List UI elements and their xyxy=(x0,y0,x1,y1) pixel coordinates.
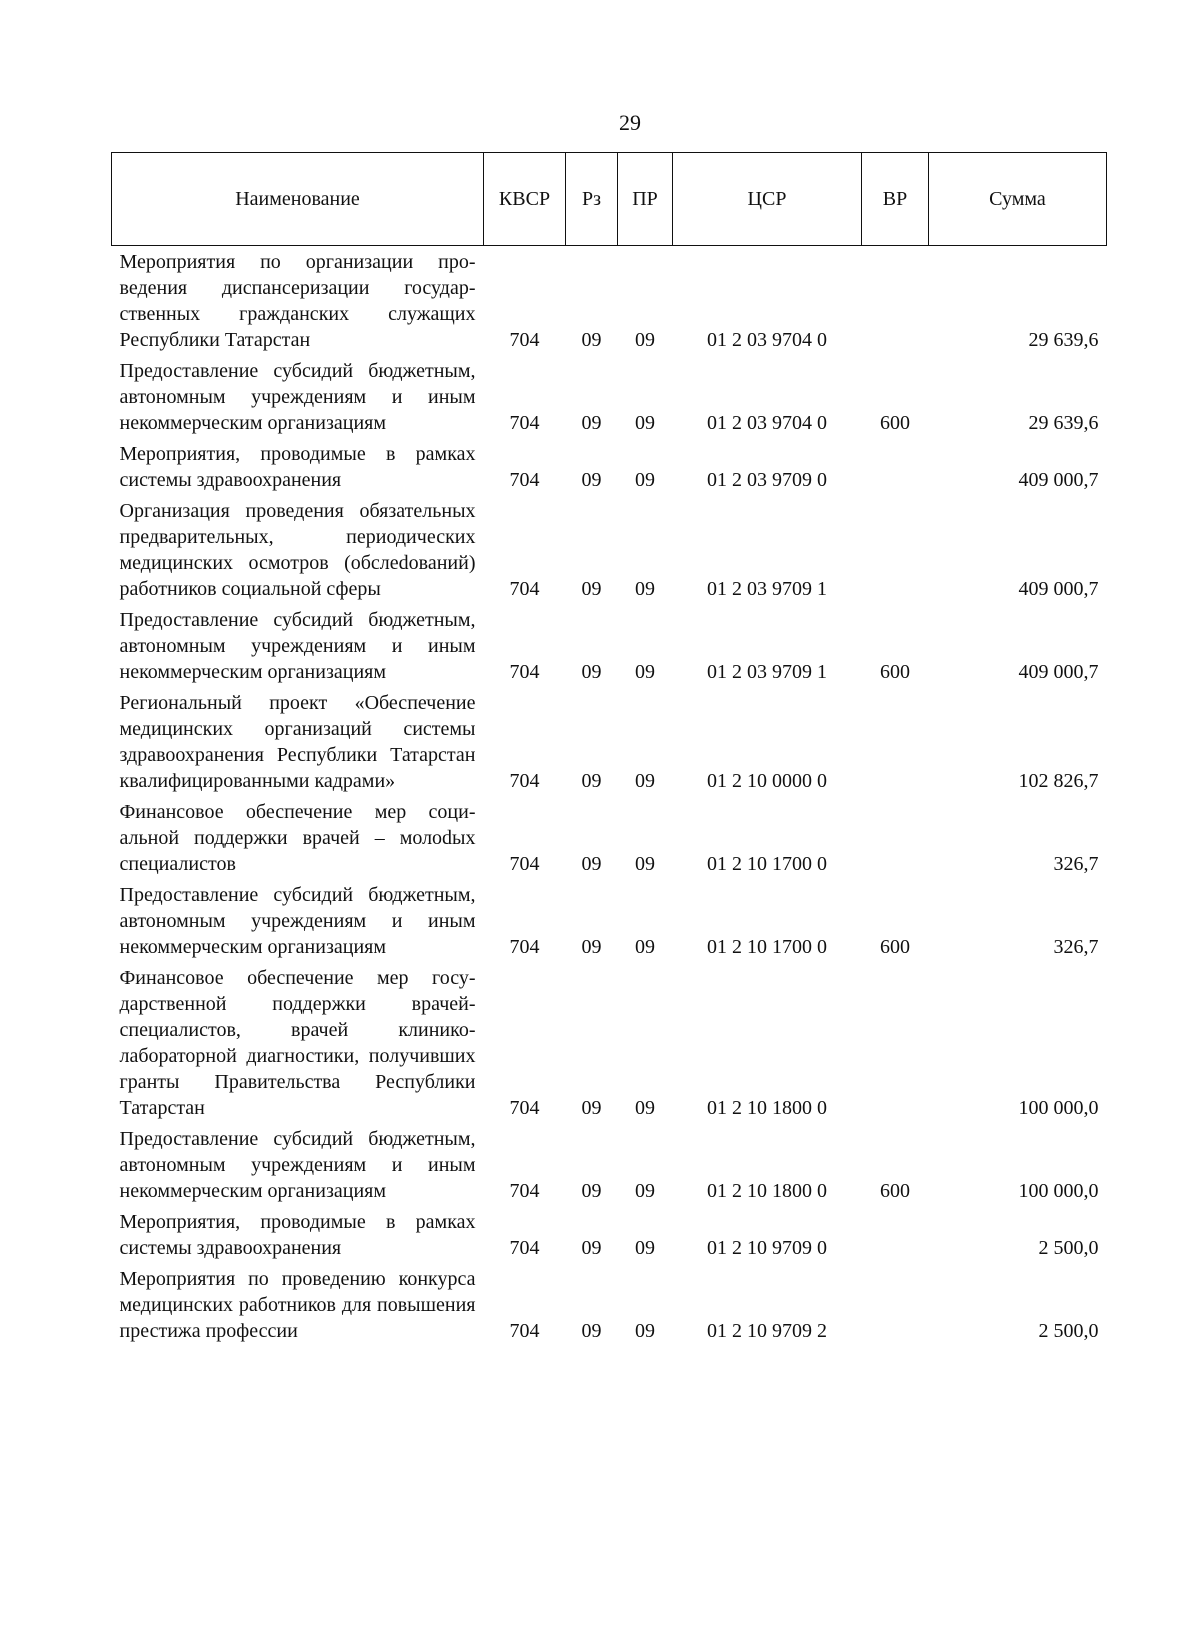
header-name: Наименование xyxy=(112,153,484,246)
table-row xyxy=(112,246,1107,356)
table-row xyxy=(112,1123,1107,1206)
row-csr: 01 2 10 0000 0 xyxy=(707,770,827,792)
row-sum: 29 639,6 xyxy=(1028,412,1099,434)
row-vr xyxy=(862,1206,929,1263)
row-pr: 09 xyxy=(635,1097,655,1119)
table-row xyxy=(112,355,1107,438)
row-pr: 09 xyxy=(635,770,655,792)
row-vr xyxy=(862,1263,929,1346)
row-name: Предоставление субсидий бюджетным, автономным учреждениям и иным некоммерческим организациям xyxy=(119,884,476,958)
row-vr xyxy=(862,438,929,495)
header-rz: Рз xyxy=(566,153,618,246)
header-sum: Сумма xyxy=(929,153,1107,246)
table-row xyxy=(112,962,1107,1123)
row-csr: 01 2 10 1700 0 xyxy=(707,853,827,875)
row-vr xyxy=(862,246,929,356)
row-sum: 2 500,0 xyxy=(1038,1320,1099,1342)
row-csr: 01 2 03 9709 1 xyxy=(707,661,827,683)
row-vr xyxy=(862,962,929,1123)
row-csr: 01 2 03 9704 0 xyxy=(707,329,827,351)
row-kvsr: 704 xyxy=(509,412,540,434)
table-row xyxy=(112,604,1107,687)
table-body xyxy=(112,246,1107,1347)
row-kvsr: 704 xyxy=(509,469,540,491)
row-sum: 29 639,6 xyxy=(1028,329,1099,351)
row-vr: 600 xyxy=(880,412,910,434)
page-number: 29 xyxy=(619,110,641,135)
table-row xyxy=(112,796,1107,879)
row-rz: 09 xyxy=(581,469,602,491)
row-name: Мероприятия, проводимые в рамках системы здравоохранения xyxy=(119,1211,476,1259)
row-pr: 09 xyxy=(635,661,655,683)
header-pr: ПР xyxy=(618,153,673,246)
row-sum: 409 000,7 xyxy=(1018,578,1099,600)
row-name: Мероприятия по проведению конкурса медицинских работников для повышения престижа профессии xyxy=(119,1268,476,1342)
row-csr: 01 2 03 9704 0 xyxy=(707,412,827,434)
row-name: Мероприятия по организации проведения диспансеризации государственных гражданских служащих Республики Татарстан xyxy=(119,251,476,351)
row-pr: 09 xyxy=(635,853,655,875)
row-csr: 01 2 10 9709 0 xyxy=(707,1237,827,1259)
header-vr: ВР xyxy=(862,153,929,246)
table-row xyxy=(112,879,1107,962)
row-vr xyxy=(862,495,929,604)
row-name: Предоставление субсидий бюджетным, автономным учреждениям и иным некоммерческим организациям xyxy=(119,360,476,434)
row-pr: 09 xyxy=(635,1237,655,1259)
row-csr: 01 2 10 1800 0 xyxy=(707,1180,827,1202)
row-pr: 09 xyxy=(635,1180,655,1202)
row-pr: 09 xyxy=(635,412,655,434)
row-kvsr: 704 xyxy=(509,1097,540,1119)
row-sum: 102 826,7 xyxy=(1018,770,1099,792)
row-kvsr: 704 xyxy=(509,1320,540,1342)
row-rz: 09 xyxy=(581,1180,602,1202)
row-rz: 09 xyxy=(581,1237,602,1259)
row-csr: 01 2 10 1700 0 xyxy=(707,936,827,958)
row-vr xyxy=(862,796,929,879)
row-csr: 01 2 10 1800 0 xyxy=(707,1097,827,1119)
row-kvsr: 704 xyxy=(509,853,540,875)
row-rz: 09 xyxy=(581,1320,602,1342)
header-csr: ЦСР xyxy=(673,153,862,246)
table-row xyxy=(112,495,1107,604)
row-kvsr: 704 xyxy=(509,1180,540,1202)
row-name: Финансовое обеспечение мер социальной поддержки врачей – молоdых специалистов xyxy=(119,801,476,875)
row-rz: 09 xyxy=(581,1097,602,1119)
row-csr: 01 2 03 9709 1 xyxy=(707,578,827,600)
row-csr: 01 2 10 9709 2 xyxy=(707,1320,827,1342)
row-name: Организация проведения обязательных предварительных, периодических медицинских осмотров (обслеdований) работников социальной сферы xyxy=(119,500,476,600)
row-rz: 09 xyxy=(581,936,602,958)
row-sum: 409 000,7 xyxy=(1018,661,1099,683)
row-kvsr: 704 xyxy=(509,578,540,600)
row-rz: 09 xyxy=(581,412,602,434)
table-row xyxy=(112,438,1107,495)
row-kvsr: 704 xyxy=(509,936,540,958)
row-sum: 326,7 xyxy=(1053,853,1099,875)
row-vr: 600 xyxy=(880,936,910,958)
row-name: Мероприятия, проводимые в рамках системы здравоохранения xyxy=(119,443,476,491)
header-kvsr: КВСР xyxy=(484,153,566,246)
row-rz: 09 xyxy=(581,770,602,792)
row-rz: 09 xyxy=(581,578,602,600)
row-kvsr: 704 xyxy=(509,661,540,683)
row-sum: 409 000,7 xyxy=(1018,469,1099,491)
row-rz: 09 xyxy=(581,853,602,875)
row-pr: 09 xyxy=(635,329,655,351)
row-csr: 01 2 03 9709 0 xyxy=(707,469,827,491)
row-kvsr: 704 xyxy=(509,770,540,792)
row-vr xyxy=(862,687,929,796)
row-kvsr: 704 xyxy=(509,329,540,351)
row-name: Предоставление субсидий бюджетным, автономным учреждениям и иным некоммерческим организациям xyxy=(119,1128,476,1202)
row-sum: 326,7 xyxy=(1053,936,1099,958)
row-sum: 100 000,0 xyxy=(1018,1097,1099,1119)
row-rz: 09 xyxy=(581,329,602,351)
budget-table xyxy=(111,152,1107,1346)
row-sum: 100 000,0 xyxy=(1018,1180,1099,1202)
table-header xyxy=(112,153,1107,246)
row-pr: 09 xyxy=(635,469,655,491)
row-pr: 09 xyxy=(635,936,655,958)
row-vr: 600 xyxy=(880,661,910,683)
row-pr: 09 xyxy=(635,1320,655,1342)
row-name: Финансовое обеспечение мер государственной поддержки врачей-специалистов, врачей клинико-лабораторной диагностики, получивших гранты Правительства Республики Татарстан xyxy=(119,967,476,1119)
table-row xyxy=(112,687,1107,796)
table-row xyxy=(112,1206,1107,1263)
row-vr: 600 xyxy=(880,1180,910,1202)
row-name: Предоставление субсидий бюджетным, автономным учреждениям и иным некоммерческим организациям xyxy=(119,609,476,683)
row-kvsr: 704 xyxy=(509,1237,540,1259)
row-sum: 2 500,0 xyxy=(1038,1237,1099,1259)
row-name: Региональный проект «Обеспечение медицинских организаций системы здравоохранения Республики Татарстан квалифицированными кадрами» xyxy=(119,692,476,792)
table-row xyxy=(112,1263,1107,1346)
row-rz: 09 xyxy=(581,661,602,683)
row-pr: 09 xyxy=(635,578,655,600)
